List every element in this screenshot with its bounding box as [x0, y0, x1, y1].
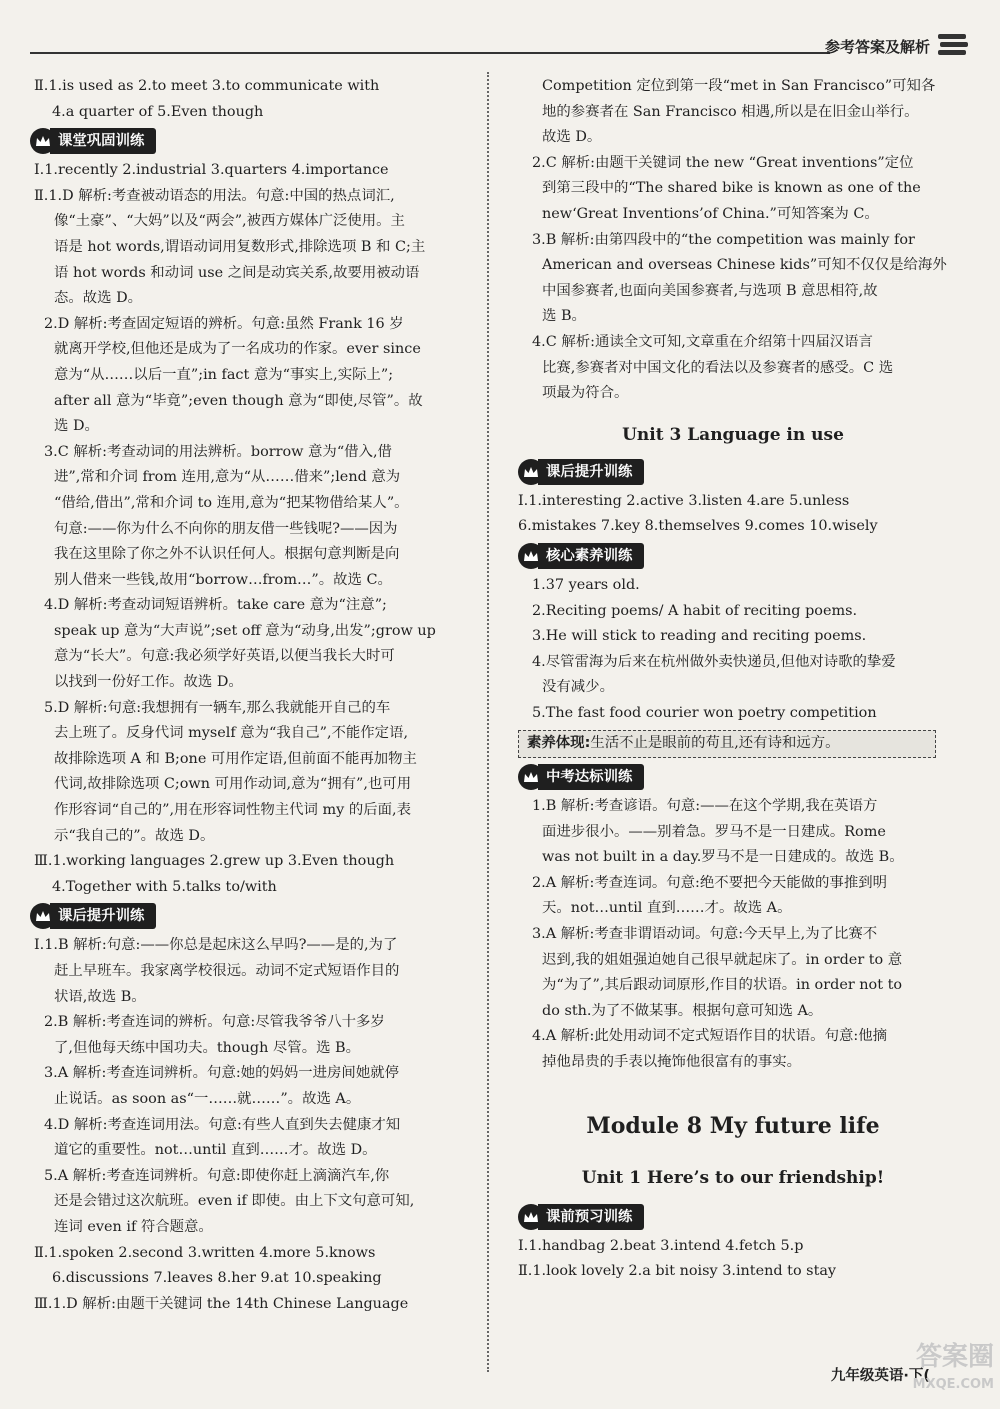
answer-line: 5.A 解析:考查连词辨析。句意:即使你赶上滴滴汽车,你 — [44, 1167, 390, 1184]
watermark-logo: 答案圈 — [915, 1342, 994, 1372]
module-heading: Module 8 My future life — [586, 1112, 880, 1139]
right-column — [518, 74, 948, 1285]
column-divider — [487, 72, 489, 1372]
header-title: 参考答案及解析 — [824, 38, 930, 56]
literacy-note-box — [518, 730, 936, 758]
answer-line: 6.discussions 7.leaves 8.her 9.at 10.speaking — [52, 1270, 382, 1287]
answer-line: 没有减少。 — [542, 679, 614, 696]
header-rule — [30, 52, 830, 54]
answer-line: Ⅰ.1.handbag 2.beat 3.intend 4.fetch 5.p — [518, 1237, 804, 1254]
answer-line: 语是 hot words,谓语动词用复数形式,排除选项 B 和 C;主 — [54, 238, 426, 255]
answer-line: Competition 定位到第一段“met in San Francisco”可知各 — [542, 78, 936, 94]
answer-line: 意为“长大”。句意:我必须学好英语,以便当我长大时可 — [54, 648, 395, 665]
answer-line: 连词 even if 符合题意。 — [54, 1218, 213, 1235]
answer-line: Ⅱ.1.look lovely 2.a bit noisy 3.intend to stay — [518, 1263, 837, 1280]
section-label: 课后提升训练 — [50, 903, 156, 929]
answer-line: 止说话。as soon as“一……就……”。故选 A。 — [54, 1090, 361, 1107]
section-heading — [30, 128, 470, 154]
answer-line: 地的参赛者在 San Francisco 相遇,所以是在旧金山举行。 — [542, 103, 919, 120]
section-heading — [518, 459, 948, 485]
answer-line: 3.A 解析:考查连词辨析。句意:她的妈妈一进房间她就停 — [44, 1065, 399, 1082]
answer-line: after all 意为“毕竟”;even though 意为“即使,尽管”。故 — [54, 392, 423, 409]
answer-line: 故排除选项 A 和 B;one 可用作定语,但前面不能再加物主 — [54, 750, 417, 767]
unit-heading: Unit 3 Language in use — [622, 424, 844, 445]
answer-line: 1.B 解析:考查谚语。句意:——在这个学期,我在英语方 — [532, 798, 878, 815]
answer-line: 为“为了”,其后跟动词原形,作目的状语。in order not to — [542, 977, 903, 994]
section-heading — [518, 1204, 948, 1230]
answer-line: Ⅲ.1.working languages 2.grew up 3.Even though — [34, 853, 395, 870]
answer-line: 还是会错过这次航班。even if 即使。由上下文句意可知, — [54, 1193, 415, 1210]
answer-line: 句意:——你为什么不向你的朋友借一些钱呢?——因为 — [54, 520, 398, 537]
answer-line: 天。not…until 直到……才。故选 A。 — [542, 900, 792, 917]
answer-line: 了,但他每天练中国功夫。though 尽管。选 B。 — [54, 1039, 361, 1056]
answer-line: 态。故选 D。 — [54, 290, 143, 307]
answer-line: 5.D 解析:句意:我想拥有一辆车,那么我就能开自己的车 — [44, 699, 391, 716]
answer-line: 1.37 years old. — [532, 576, 640, 593]
answer-line: speak up 意为“大声说”;set off 意为“动身,出发”;grow up — [54, 622, 436, 639]
answer-line: Ⅰ.1.B 解析:句意:——你总是起床这么早吗?——是的,为了 — [34, 937, 398, 954]
answer-line: 3.He will stick to reading and reciting poems. — [532, 628, 867, 645]
book-stack-icon — [936, 30, 970, 60]
answer-line: 面进步很小。——别着急。罗马不是一日建成。Rome — [542, 823, 886, 840]
answer-line: 项最为符合。 — [542, 385, 629, 402]
answer-line: Ⅲ.1.D 解析:由题干关键词 the 14th Chinese Language — [34, 1295, 409, 1312]
answer-line: 4.C 解析:通读全文可知,文章重在介绍第十四届汉语言 — [532, 333, 873, 350]
answer-line: 比赛,参赛者对中国文化的看法以及参赛者的感受。C 选 — [542, 359, 894, 376]
answer-line: 意为“从……以后一直”;in fact 意为“事实上,实际上”; — [54, 366, 394, 383]
answer-line: 4.D 解析:考查动词短语辨析。take care 意为“注意”; — [44, 597, 387, 614]
answer-line: 故选 D。 — [542, 129, 602, 146]
answer-line: 我在这里除了你之外不认识任何人。根据句意判断是向 — [54, 546, 400, 563]
answer-line: Ⅱ.1.is used as 2.to meet 3.to communicate with — [34, 78, 380, 94]
section-heading — [518, 764, 948, 790]
answer-line: 2.A 解析:考查连词。句意:绝不要把今天能做的事推到明 — [532, 874, 887, 891]
answer-line: 就离开学校,但他还是成为了一名成功的作家。ever since — [54, 341, 421, 358]
answer-line: 别人借来一些钱,故用“borrow…from…”。故选 C。 — [54, 571, 392, 588]
answer-line: 3.C 解析:考查动词的用法辨析。borrow 意为“借入,借 — [44, 443, 392, 460]
answer-line: 2.D 解析:考查固定短语的辨析。句意:虽然 Frank 16 岁 — [44, 315, 404, 332]
answer-line: Ⅰ.1.recently 2.industrial 3.quarters 4.importance — [34, 162, 389, 179]
site-watermark — [913, 1343, 994, 1399]
answer-line: 4.尽管雷海为后来在杭州做外卖快递员,但他对诗歌的挚爱 — [532, 653, 896, 670]
answer-line: 选 D。 — [54, 418, 99, 435]
section-label: 课堂巩固训练 — [50, 128, 156, 154]
answer-line: 6.mistakes 7.key 8.themselves 9.comes 10.wisely — [518, 518, 878, 535]
answer-line: 像“土豪”、“大妈”以及“两会”,被西方媒体广泛使用。主 — [54, 213, 405, 230]
answer-line: Ⅱ.1.D 解析:考查被动语态的用法。句意:中国的热点词汇, — [34, 187, 395, 204]
section-label: 核心素养训练 — [538, 543, 644, 569]
answer-line: 选 B。 — [542, 308, 586, 325]
section-label: 课后提升训练 — [538, 459, 644, 485]
answer-line: 作形容词“自己的”,用在形容词性物主代词 my 的后面,表 — [54, 802, 411, 819]
answer-line: was not built in a day.罗马不是一日建成的。故选 B。 — [542, 849, 904, 866]
answer-line: 语 hot words 和动词 use 之间是动宾关系,故要用被动语 — [54, 264, 420, 281]
answer-line: Ⅱ.1.spoken 2.second 3.written 4.more 5.knows — [34, 1244, 376, 1261]
answer-line: 4.A 解析:此处用动词不定式短语作目的状语。句意:他摘 — [532, 1028, 887, 1045]
section-heading — [30, 903, 470, 929]
answer-line: 4.a quarter of 5.Even though — [52, 103, 264, 120]
answer-line: 状语,故选 B。 — [54, 988, 146, 1005]
answer-line: 赶上早班车。我家离学校很远。动词不定式短语作目的 — [54, 963, 400, 979]
answer-line: 4.D 解析:考查连词用法。句意:有些人直到失去健康才知 — [44, 1116, 401, 1133]
answer-line: 2.C 解析:由题干关键词 the new “Great inventions”定位 — [532, 154, 914, 171]
answer-line: new‘Great Inventions’of China.”可知答案为 C。 — [542, 205, 879, 222]
answer-line: 2.Reciting poems/ A habit of reciting poems. — [532, 602, 858, 619]
answer-line: 代词,故排除选项 C;own 可用作动词,意为“拥有”,也可用 — [54, 776, 412, 793]
note-text: 生活不止是眼前的苟且,还有诗和远方。 — [590, 735, 840, 752]
answer-line: do sth.为了不做某事。根据句意可知选 A。 — [542, 1002, 823, 1019]
section-heading — [518, 543, 948, 569]
answer-line: 3.A 解析:考查非谓语动词。句意:今天早上,为了比赛不 — [532, 926, 878, 943]
answer-line: 2.B 解析:考查连词的辨析。句意:尽管我爷爷八十多岁 — [44, 1014, 385, 1031]
answer-line: 去上班了。反身代词 myself 意为“我自己”,不能作定语, — [54, 725, 409, 742]
page-header — [30, 30, 970, 64]
answer-line: 到第三段中的“The shared bike is known as one of the — [542, 180, 921, 197]
left-column — [30, 74, 470, 1317]
section-label: 课前预习训练 — [538, 1204, 644, 1230]
answer-line: American and overseas Chinese kids”可知不仅仅是给海外 — [542, 257, 947, 274]
answer-line: 迟到,我的姐姐强迫她自己很早就起床了。in order to 意 — [542, 951, 903, 968]
answer-line: 道它的重要性。not…until 直到……才。故选 D。 — [54, 1142, 377, 1159]
answer-line: Ⅰ.1.interesting 2.active 3.listen 4.are 5.unless — [518, 492, 850, 509]
answer-line: 5.The fast food courier won poetry competition — [532, 704, 877, 721]
section-label: 中考达标训练 — [538, 764, 644, 790]
answer-line: 3.B 解析:由第四段中的“the competition was mainly for — [532, 231, 915, 248]
page-footer: 九年级英语·下( — [830, 1368, 930, 1384]
unit-heading: Unit 1 Here’s to our friendship! — [581, 1167, 885, 1188]
watermark-domain: MXQE.COM — [912, 1377, 994, 1392]
answer-line: “借给,借出”,常和介词 to 连用,意为“把某物借给某人”。 — [54, 494, 409, 511]
answer-line: 示“我自己的”。故选 D。 — [54, 827, 215, 844]
answer-line: 以找到一份好工作。故选 D。 — [54, 674, 243, 691]
answer-line: 掉他昂贵的手表以掩饰他很富有的事实。 — [542, 1054, 802, 1070]
answer-line: 进”,常和介词 from 连用,意为“从……借来”;lend 意为 — [54, 469, 401, 486]
answer-line: 中国参赛者,也面向美国参赛者,与选项 B 意思相符,故 — [542, 282, 878, 299]
answer-line: 4.Together with 5.talks to/with — [52, 878, 277, 895]
note-label: 素养体现: — [527, 735, 591, 752]
